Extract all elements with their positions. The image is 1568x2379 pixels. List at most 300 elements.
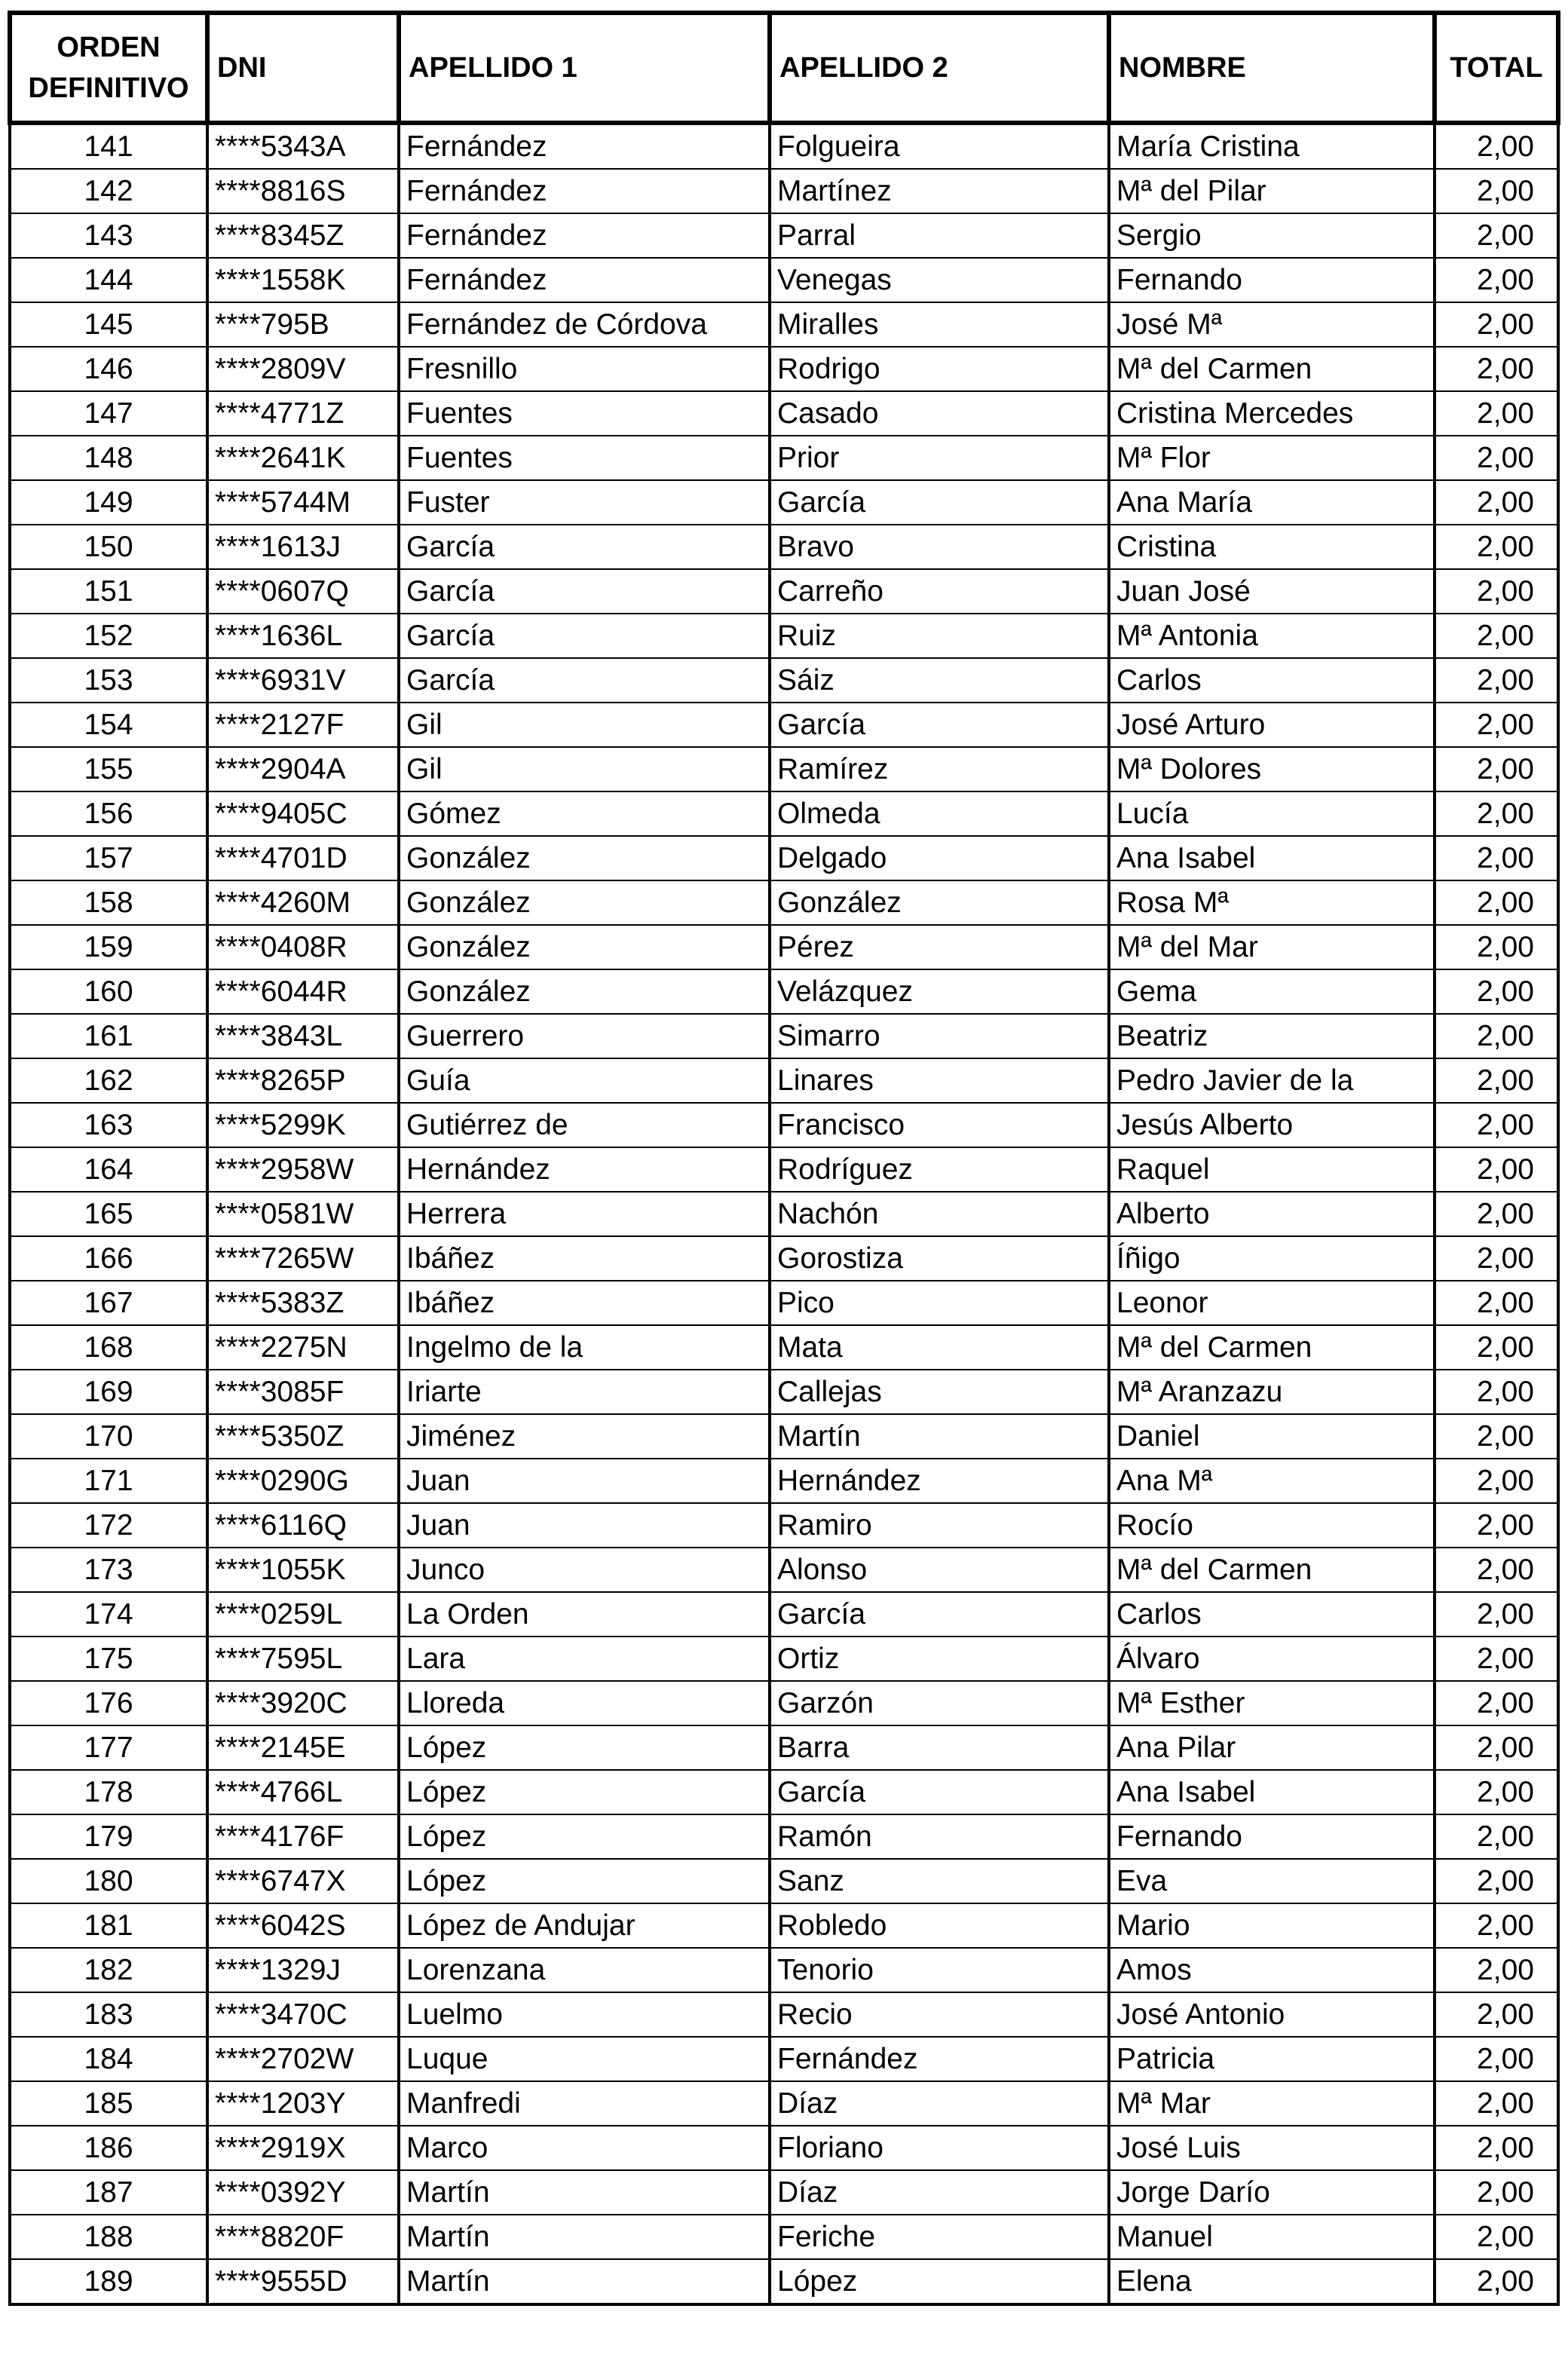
cell-dni: ****9555D (207, 2259, 399, 2304)
cell-nombre: Sergio (1109, 213, 1435, 258)
cell-orden: 156 (10, 791, 207, 836)
header-nombre: NOMBRE (1109, 13, 1435, 123)
table-row (10, 880, 1558, 925)
cell-nombre: Mª Aranzazu (1109, 1370, 1435, 1414)
cell-apellido1: López (399, 1859, 770, 1903)
cell-orden: 173 (10, 1548, 207, 1592)
cell-dni: ****5383Z (207, 1281, 399, 1325)
table-row (10, 1681, 1558, 1725)
cell-dni: ****5744M (207, 480, 399, 525)
cell-apellido2: Miralles (770, 302, 1109, 347)
cell-dni: ****2958W (207, 1147, 399, 1192)
cell-nombre: Mª Dolores (1109, 747, 1435, 791)
cell-nombre: Carlos (1109, 1592, 1435, 1637)
cell-apellido2: Simarro (770, 1014, 1109, 1058)
cell-orden: 186 (10, 2126, 207, 2170)
cell-total: 2,00 (1435, 525, 1558, 569)
cell-dni: ****1203Y (207, 2081, 399, 2126)
cell-nombre: Carlos (1109, 658, 1435, 703)
table-row (10, 1147, 1558, 1192)
cell-dni: ****2275N (207, 1325, 399, 1370)
cell-orden: 154 (10, 703, 207, 747)
cell-total: 2,00 (1435, 1948, 1558, 1992)
cell-orden: 176 (10, 1681, 207, 1725)
cell-dni: ****8816S (207, 169, 399, 213)
cell-apellido1: García (399, 525, 770, 569)
cell-apellido2: Ramírez (770, 747, 1109, 791)
cell-apellido2: Pérez (770, 925, 1109, 969)
cell-total: 2,00 (1435, 658, 1558, 703)
cell-total: 2,00 (1435, 836, 1558, 880)
table-row (10, 1859, 1558, 1903)
cell-orden: 144 (10, 258, 207, 302)
cell-apellido1: Jiménez (399, 1414, 770, 1459)
table-row (10, 2259, 1558, 2304)
cell-apellido1: García (399, 658, 770, 703)
cell-dni: ****1329J (207, 1948, 399, 1992)
cell-nombre: Leonor (1109, 1281, 1435, 1325)
cell-apellido1: Lara (399, 1637, 770, 1681)
cell-orden: 147 (10, 391, 207, 436)
cell-orden: 185 (10, 2081, 207, 2126)
cell-nombre: Cristina Mercedes (1109, 391, 1435, 436)
cell-total: 2,00 (1435, 969, 1558, 1014)
table-row (10, 258, 1558, 302)
cell-orden: 150 (10, 525, 207, 569)
cell-apellido2: Díaz (770, 2081, 1109, 2126)
cell-apellido1: López (399, 1770, 770, 1814)
cell-apellido2: Pico (770, 1281, 1109, 1325)
cell-dni: ****8265P (207, 1058, 399, 1103)
cell-dni: ****6044R (207, 969, 399, 1014)
cell-dni: ****795B (207, 302, 399, 347)
cell-apellido2: Folgueira (770, 123, 1109, 169)
cell-nombre: Juan José (1109, 569, 1435, 614)
cell-nombre: Jesús Alberto (1109, 1103, 1435, 1147)
cell-total: 2,00 (1435, 747, 1558, 791)
candidates-table (8, 11, 1560, 2306)
cell-orden: 166 (10, 1236, 207, 1281)
cell-total: 2,00 (1435, 614, 1558, 658)
table-row (10, 1325, 1558, 1370)
cell-orden: 153 (10, 658, 207, 703)
cell-orden: 175 (10, 1637, 207, 1681)
header-total: TOTAL (1435, 13, 1558, 123)
table-row (10, 1503, 1558, 1548)
cell-total: 2,00 (1435, 436, 1558, 480)
cell-total: 2,00 (1435, 1058, 1558, 1103)
cell-orden: 151 (10, 569, 207, 614)
cell-orden: 165 (10, 1192, 207, 1236)
cell-dni: ****2809V (207, 347, 399, 391)
cell-apellido1: Ibáñez (399, 1281, 770, 1325)
cell-nombre: José Antonio (1109, 1992, 1435, 2037)
cell-orden: 163 (10, 1103, 207, 1147)
cell-dni: ****4701D (207, 836, 399, 880)
cell-apellido2: Francisco (770, 1103, 1109, 1147)
cell-orden: 169 (10, 1370, 207, 1414)
cell-total: 2,00 (1435, 1637, 1558, 1681)
cell-dni: ****3085F (207, 1370, 399, 1414)
cell-dni: ****2702W (207, 2037, 399, 2081)
cell-nombre: Mª del Carmen (1109, 347, 1435, 391)
cell-nombre: Ana Mª (1109, 1459, 1435, 1503)
table-row (10, 2170, 1558, 2215)
cell-nombre: Elena (1109, 2259, 1435, 2304)
cell-apellido2: Martínez (770, 169, 1109, 213)
cell-orden: 179 (10, 1814, 207, 1859)
table-row (10, 302, 1558, 347)
cell-orden: 145 (10, 302, 207, 347)
table-row (10, 836, 1558, 880)
cell-dni: ****2127F (207, 703, 399, 747)
cell-orden: 164 (10, 1147, 207, 1192)
cell-total: 2,00 (1435, 1281, 1558, 1325)
cell-apellido2: López (770, 2259, 1109, 2304)
cell-apellido1: González (399, 880, 770, 925)
cell-nombre: Gema (1109, 969, 1435, 1014)
cell-orden: 143 (10, 213, 207, 258)
cell-orden: 149 (10, 480, 207, 525)
cell-orden: 172 (10, 1503, 207, 1548)
cell-orden: 141 (10, 123, 207, 169)
cell-apellido1: La Orden (399, 1592, 770, 1637)
table-row (10, 569, 1558, 614)
cell-dni: ****4176F (207, 1814, 399, 1859)
cell-apellido2: Alonso (770, 1548, 1109, 1592)
cell-apellido2: Sanz (770, 1859, 1109, 1903)
cell-orden: 160 (10, 969, 207, 1014)
cell-dni: ****3920C (207, 1681, 399, 1725)
cell-orden: 184 (10, 2037, 207, 2081)
cell-total: 2,00 (1435, 703, 1558, 747)
cell-nombre: María Cristina (1109, 123, 1435, 169)
cell-apellido1: Martín (399, 2215, 770, 2259)
cell-apellido1: Fuentes (399, 436, 770, 480)
cell-orden: 142 (10, 169, 207, 213)
cell-dni: ****5350Z (207, 1414, 399, 1459)
table-row (10, 480, 1558, 525)
cell-nombre: Pedro Javier de la (1109, 1058, 1435, 1103)
table-row (10, 1014, 1558, 1058)
cell-dni: ****5299K (207, 1103, 399, 1147)
cell-dni: ****1558K (207, 258, 399, 302)
cell-nombre: Álvaro (1109, 1637, 1435, 1681)
cell-dni: ****2641K (207, 436, 399, 480)
cell-apellido1: Lorenzana (399, 1948, 770, 1992)
table-row (10, 1903, 1558, 1948)
cell-dni: ****0290G (207, 1459, 399, 1503)
cell-total: 2,00 (1435, 2215, 1558, 2259)
cell-apellido2: Rodríguez (770, 1147, 1109, 1192)
cell-nombre: Ana Isabel (1109, 1770, 1435, 1814)
table-row (10, 1770, 1558, 1814)
cell-apellido1: Fuster (399, 480, 770, 525)
cell-apellido1: Fernández (399, 169, 770, 213)
cell-total: 2,00 (1435, 1814, 1558, 1859)
cell-total: 2,00 (1435, 2170, 1558, 2215)
table-row (10, 1814, 1558, 1859)
cell-orden: 146 (10, 347, 207, 391)
cell-orden: 158 (10, 880, 207, 925)
cell-total: 2,00 (1435, 2126, 1558, 2170)
table-row (10, 1637, 1558, 1681)
table-row (10, 1370, 1558, 1414)
cell-orden: 148 (10, 436, 207, 480)
cell-apellido2: Rodrigo (770, 347, 1109, 391)
cell-apellido2: Fernández (770, 2037, 1109, 2081)
cell-total: 2,00 (1435, 925, 1558, 969)
cell-apellido1: Junco (399, 1548, 770, 1592)
table-row (10, 525, 1558, 569)
cell-apellido1: Ingelmo de la (399, 1325, 770, 1370)
cell-apellido2: Parral (770, 213, 1109, 258)
cell-nombre: Jorge Darío (1109, 2170, 1435, 2215)
cell-nombre: Mª Esther (1109, 1681, 1435, 1725)
cell-nombre: Mª Antonia (1109, 614, 1435, 658)
cell-apellido2: Sáiz (770, 658, 1109, 703)
cell-orden: 183 (10, 1992, 207, 2037)
table-row (10, 925, 1558, 969)
table-row (10, 2081, 1558, 2126)
cell-nombre: Mª del Carmen (1109, 1325, 1435, 1370)
cell-apellido1: Hernández (399, 1147, 770, 1192)
cell-nombre: Ana Isabel (1109, 836, 1435, 880)
cell-orden: 188 (10, 2215, 207, 2259)
table-row (10, 1414, 1558, 1459)
cell-apellido1: Gil (399, 747, 770, 791)
cell-orden: 161 (10, 1014, 207, 1058)
cell-total: 2,00 (1435, 1503, 1558, 1548)
cell-dni: ****7265W (207, 1236, 399, 1281)
cell-apellido1: Fernández de Córdova (399, 302, 770, 347)
cell-total: 2,00 (1435, 1236, 1558, 1281)
cell-orden: 187 (10, 2170, 207, 2215)
cell-apellido2: Casado (770, 391, 1109, 436)
table-row (10, 1236, 1558, 1281)
cell-total: 2,00 (1435, 1548, 1558, 1592)
cell-orden: 170 (10, 1414, 207, 1459)
table-row (10, 614, 1558, 658)
cell-apellido2: García (770, 1770, 1109, 1814)
cell-nombre: Patricia (1109, 2037, 1435, 2081)
cell-apellido1: Gutiérrez de (399, 1103, 770, 1147)
cell-dni: ****6747X (207, 1859, 399, 1903)
cell-total: 2,00 (1435, 880, 1558, 925)
table-row (10, 747, 1558, 791)
cell-apellido1: Fernández (399, 123, 770, 169)
cell-apellido2: Barra (770, 1725, 1109, 1770)
cell-dni: ****5343A (207, 123, 399, 169)
cell-total: 2,00 (1435, 1859, 1558, 1903)
cell-orden: 180 (10, 1859, 207, 1903)
cell-total: 2,00 (1435, 1770, 1558, 1814)
cell-nombre: Eva (1109, 1859, 1435, 1903)
cell-nombre: Cristina (1109, 525, 1435, 569)
cell-apellido1: López de Andujar (399, 1903, 770, 1948)
table-row (10, 2126, 1558, 2170)
cell-orden: 174 (10, 1592, 207, 1637)
table-row (10, 1459, 1558, 1503)
cell-total: 2,00 (1435, 1592, 1558, 1637)
cell-apellido1: Juan (399, 1503, 770, 1548)
table-row (10, 1103, 1558, 1147)
cell-apellido2: García (770, 480, 1109, 525)
table-row (10, 1548, 1558, 1592)
cell-dni: ****0581W (207, 1192, 399, 1236)
cell-total: 2,00 (1435, 1414, 1558, 1459)
cell-apellido1: Fresnillo (399, 347, 770, 391)
table-body (10, 123, 1558, 2304)
cell-orden: 177 (10, 1725, 207, 1770)
cell-total: 2,00 (1435, 169, 1558, 213)
cell-dni: ****9405C (207, 791, 399, 836)
cell-nombre: José Luis (1109, 2126, 1435, 2170)
cell-dni: ****1055K (207, 1548, 399, 1592)
table-row (10, 169, 1558, 213)
cell-apellido1: González (399, 969, 770, 1014)
cell-nombre: Ana María (1109, 480, 1435, 525)
cell-dni: ****0408R (207, 925, 399, 969)
table-row (10, 1725, 1558, 1770)
cell-total: 2,00 (1435, 1014, 1558, 1058)
cell-apellido2: Gorostiza (770, 1236, 1109, 1281)
cell-dni: ****4766L (207, 1770, 399, 1814)
cell-apellido1: Marco (399, 2126, 770, 2170)
table-row (10, 1992, 1558, 2037)
cell-apellido2: Carreño (770, 569, 1109, 614)
cell-orden: 189 (10, 2259, 207, 2304)
cell-apellido2: Olmeda (770, 791, 1109, 836)
cell-apellido1: Ibáñez (399, 1236, 770, 1281)
table-row (10, 1948, 1558, 1992)
cell-apellido1: Guerrero (399, 1014, 770, 1058)
cell-total: 2,00 (1435, 1725, 1558, 1770)
cell-total: 2,00 (1435, 2259, 1558, 2304)
table-row (10, 2215, 1558, 2259)
cell-orden: 167 (10, 1281, 207, 1325)
cell-total: 2,00 (1435, 213, 1558, 258)
cell-total: 2,00 (1435, 391, 1558, 436)
cell-apellido1: Iriarte (399, 1370, 770, 1414)
cell-apellido1: García (399, 569, 770, 614)
cell-orden: 182 (10, 1948, 207, 1992)
cell-nombre: Manuel (1109, 2215, 1435, 2259)
cell-apellido1: Martín (399, 2170, 770, 2215)
cell-apellido2: Nachón (770, 1192, 1109, 1236)
table-row (10, 347, 1558, 391)
cell-total: 2,00 (1435, 1903, 1558, 1948)
cell-total: 2,00 (1435, 1459, 1558, 1503)
cell-apellido2: Robledo (770, 1903, 1109, 1948)
cell-apellido2: Feriche (770, 2215, 1109, 2259)
cell-orden: 181 (10, 1903, 207, 1948)
cell-apellido1: Gil (399, 703, 770, 747)
cell-dni: ****6931V (207, 658, 399, 703)
cell-apellido1: Luelmo (399, 1992, 770, 2037)
cell-apellido1: Lloreda (399, 1681, 770, 1725)
cell-apellido1: García (399, 614, 770, 658)
cell-dni: ****4260M (207, 880, 399, 925)
header-orden: ORDEN DEFINITIVO (10, 13, 207, 123)
cell-nombre: José Mª (1109, 302, 1435, 347)
cell-apellido1: Luque (399, 2037, 770, 2081)
cell-orden: 171 (10, 1459, 207, 1503)
cell-apellido2: González (770, 880, 1109, 925)
cell-apellido2: Recio (770, 1992, 1109, 2037)
table-row (10, 703, 1558, 747)
cell-nombre: Beatriz (1109, 1014, 1435, 1058)
cell-apellido1: Manfredi (399, 2081, 770, 2126)
cell-total: 2,00 (1435, 302, 1558, 347)
cell-total: 2,00 (1435, 258, 1558, 302)
cell-apellido2: Díaz (770, 2170, 1109, 2215)
cell-dni: ****2904A (207, 747, 399, 791)
cell-total: 2,00 (1435, 791, 1558, 836)
cell-total: 2,00 (1435, 1992, 1558, 2037)
cell-orden: 159 (10, 925, 207, 969)
cell-total: 2,00 (1435, 2037, 1558, 2081)
cell-nombre: Mª del Carmen (1109, 1548, 1435, 1592)
cell-dni: ****0259L (207, 1592, 399, 1637)
cell-orden: 152 (10, 614, 207, 658)
cell-nombre: Alberto (1109, 1192, 1435, 1236)
table-row (10, 391, 1558, 436)
cell-dni: ****6116Q (207, 1503, 399, 1548)
cell-apellido1: Juan (399, 1459, 770, 1503)
table-row (10, 1058, 1558, 1103)
header-row (10, 13, 1558, 123)
cell-apellido2: García (770, 1592, 1109, 1637)
cell-total: 2,00 (1435, 123, 1558, 169)
cell-nombre: Lucía (1109, 791, 1435, 836)
cell-nombre: Mª del Pilar (1109, 169, 1435, 213)
cell-apellido2: Venegas (770, 258, 1109, 302)
cell-nombre: Fernando (1109, 1814, 1435, 1859)
table-row (10, 1192, 1558, 1236)
cell-total: 2,00 (1435, 1681, 1558, 1725)
cell-apellido2: Floriano (770, 2126, 1109, 2170)
cell-apellido1: Herrera (399, 1192, 770, 1236)
table-row (10, 791, 1558, 836)
cell-dni: ****7595L (207, 1637, 399, 1681)
cell-apellido2: Callejas (770, 1370, 1109, 1414)
cell-nombre: Ana Pilar (1109, 1725, 1435, 1770)
cell-nombre: Rosa Mª (1109, 880, 1435, 925)
cell-dni: ****8345Z (207, 213, 399, 258)
cell-apellido2: García (770, 703, 1109, 747)
cell-nombre: Amos (1109, 1948, 1435, 1992)
cell-dni: ****3470C (207, 1992, 399, 2037)
cell-total: 2,00 (1435, 2081, 1558, 2126)
table-row (10, 2037, 1558, 2081)
cell-dni: ****2145E (207, 1725, 399, 1770)
cell-nombre: Íñigo (1109, 1236, 1435, 1281)
cell-total: 2,00 (1435, 1192, 1558, 1236)
cell-apellido1: Fernández (399, 258, 770, 302)
table-row (10, 213, 1558, 258)
cell-dni: ****3843L (207, 1014, 399, 1058)
cell-orden: 178 (10, 1770, 207, 1814)
cell-apellido2: Prior (770, 436, 1109, 480)
cell-total: 2,00 (1435, 569, 1558, 614)
cell-nombre: Raquel (1109, 1147, 1435, 1192)
cell-dni: ****2919X (207, 2126, 399, 2170)
cell-apellido2: Delgado (770, 836, 1109, 880)
cell-apellido2: Ramón (770, 1814, 1109, 1859)
cell-nombre: Rocío (1109, 1503, 1435, 1548)
cell-nombre: Fernando (1109, 258, 1435, 302)
